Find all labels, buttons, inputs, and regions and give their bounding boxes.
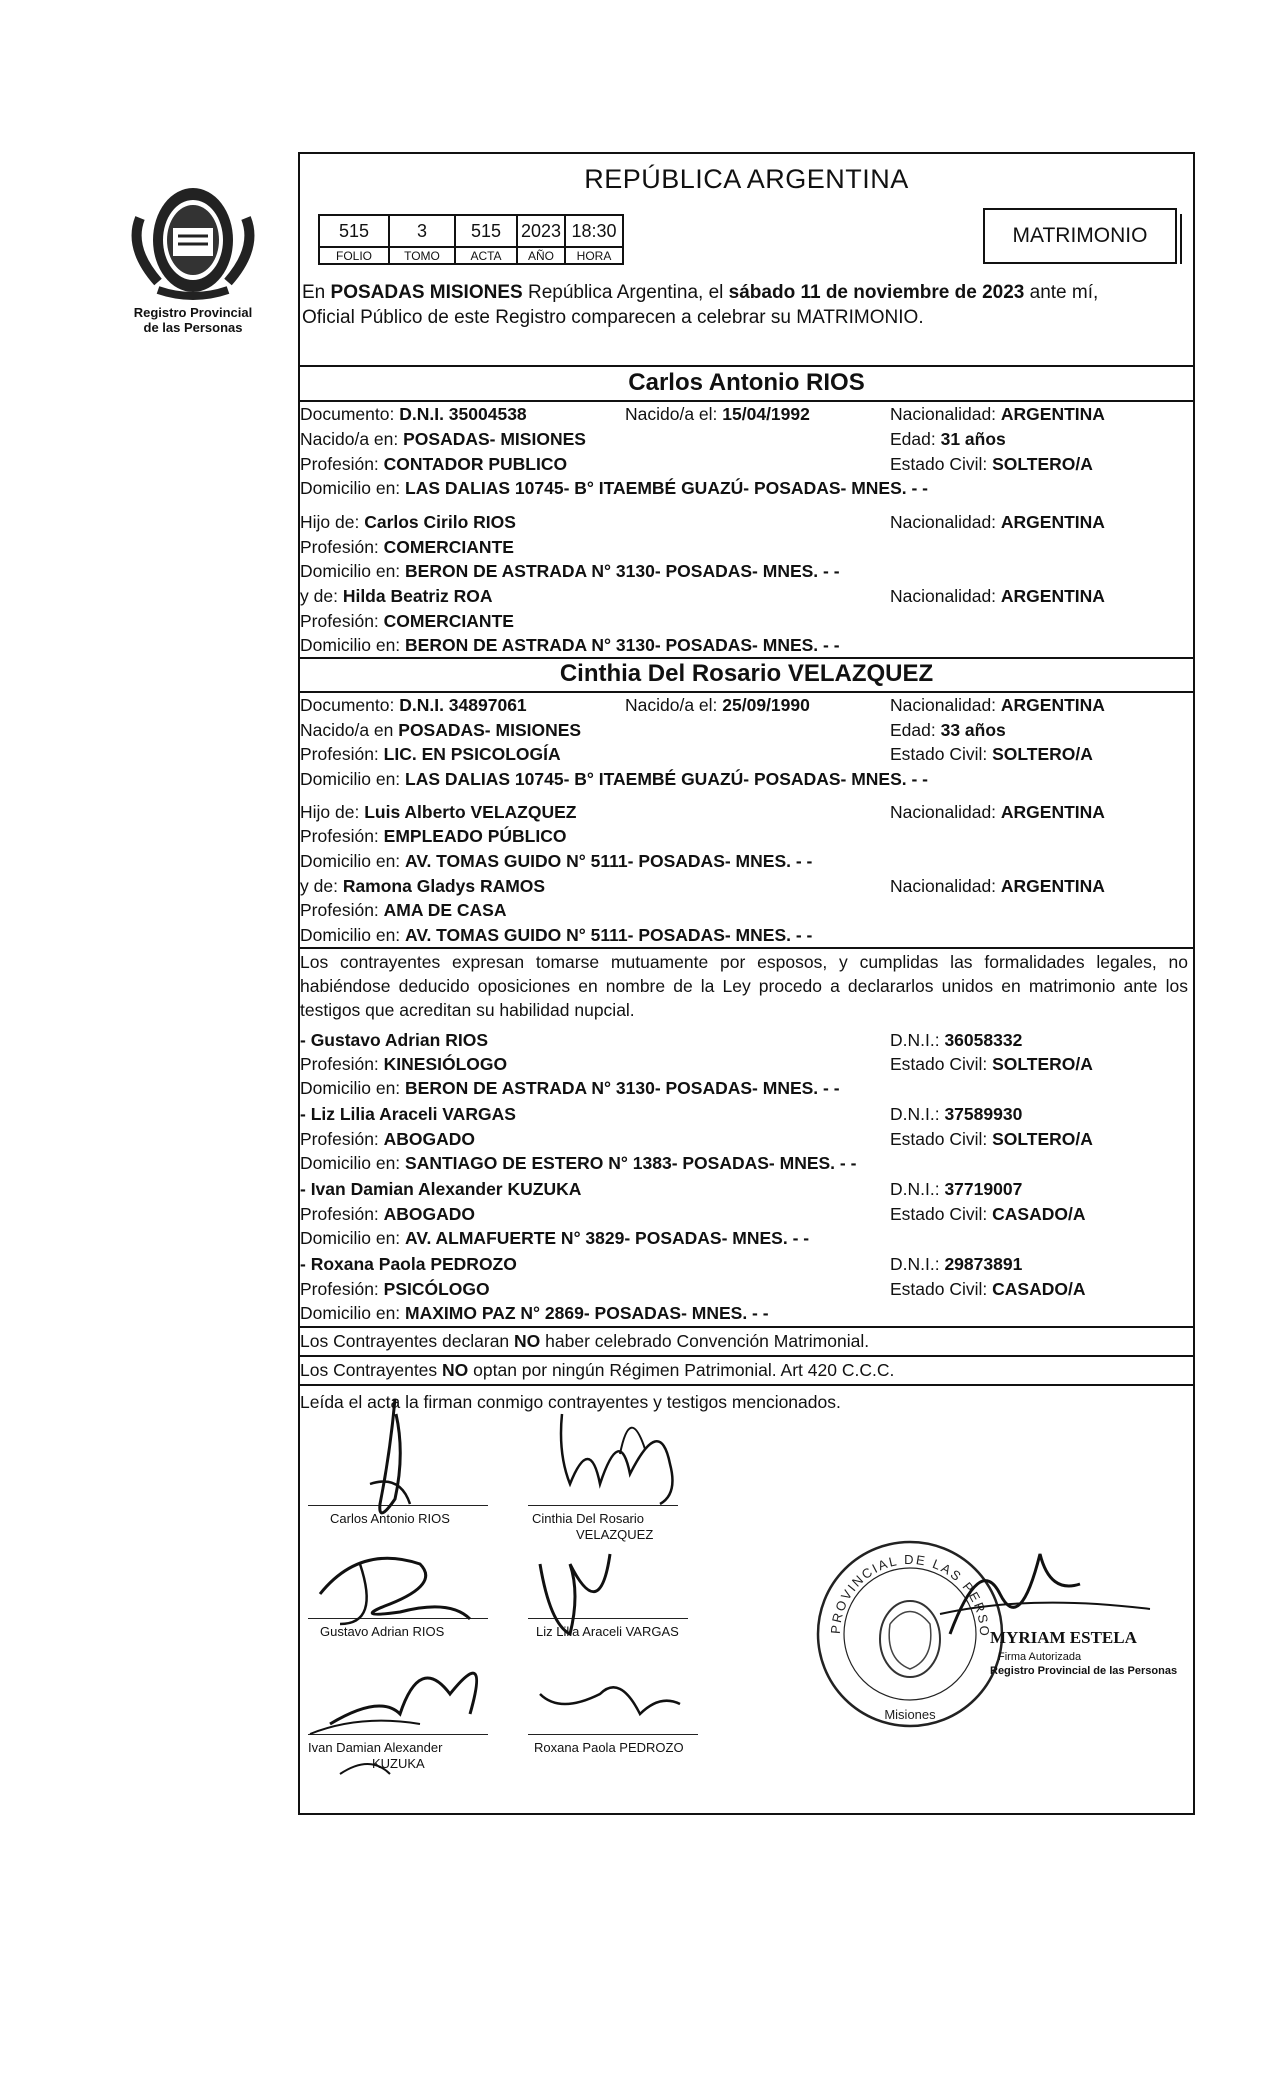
groom-mother-profession: Profesión: COMERCIANTE bbox=[300, 611, 514, 631]
signature-label-witness-3-2: KUZUKA bbox=[372, 1756, 425, 1771]
groom-father-row: Hijo de: Carlos Cirilo RIOS Nacionalidad: ARGENTINA bbox=[300, 512, 1105, 532]
official-line-1: Firma Autorizada bbox=[998, 1651, 1082, 1663]
document-title: REPÚBLICA ARGENTINA bbox=[584, 164, 909, 194]
anio-label: AÑO bbox=[517, 247, 565, 264]
official-line-2: Registro Provincial de las Personas bbox=[990, 1665, 1178, 1677]
divider bbox=[300, 1384, 1193, 1386]
logo-caption-line2: de las Personas bbox=[143, 320, 243, 335]
closing-statement: Leída el acta la firman conmigo contrayentes y testigos mencionados. bbox=[300, 1392, 841, 1412]
acta-label: ACTA bbox=[455, 247, 517, 264]
intro-place: POSADAS MISIONES bbox=[330, 282, 523, 303]
bride-mother-row: y de: Ramona Gladys RAMOS Nacionalidad: ARGENTINA bbox=[300, 876, 1105, 896]
bride-row-address: Domicilio en: LAS DALIAS 10745- B° ITAEMBÉ GUAZÚ- POSADAS- MNES. - - bbox=[300, 769, 929, 789]
marriage-certificate bbox=[298, 152, 1195, 1815]
provincial-crest-logo bbox=[128, 178, 258, 302]
regime-statement: Los Contrayentes NO optan por ningún Régimen Patrimonial. Art 420 C.C.C. bbox=[300, 1360, 895, 1380]
official-name: MYRIAM ESTELA bbox=[990, 1628, 1137, 1647]
bride-mother-address: Domicilio en: AV. TOMAS GUIDO N° 5111- POSADAS- MNES. - - bbox=[300, 925, 813, 945]
intro-line2: Oficial Público de este Registro comparecen a celebrar su MATRIMONIO. bbox=[302, 307, 924, 328]
hora-value: 18:30 bbox=[565, 215, 623, 247]
tomo-label: TOMO bbox=[389, 247, 455, 264]
groom-name: Carlos Antonio RIOS bbox=[628, 369, 865, 396]
folio-label: FOLIO bbox=[319, 247, 389, 264]
bride-father-address: Domicilio en: AV. TOMAS GUIDO N° 5111- POSADAS- MNES. - - bbox=[300, 851, 813, 871]
bride-name: Cinthia Del Rosario VELAZQUEZ bbox=[559, 660, 934, 687]
bride-row-birthplace: Nacido/a en POSADAS- MISIONES Edad: 33 años bbox=[300, 720, 1006, 740]
witness-4-address-row: Domicilio en: MAXIMO PAZ N° 2869- POSADAS- MNES. - - bbox=[300, 1303, 769, 1323]
groom-mother-address: Domicilio en: BERON DE ASTRADA N° 3130- POSADAS- MNES. - - bbox=[300, 635, 840, 655]
witness-2-address-row: Domicilio en: SANTIAGO DE ESTERO N° 1383- POSADAS- MNES. - - bbox=[300, 1153, 857, 1173]
witness-4-profession-row: Profesión: PSICÓLOGO Estado Civil: CASADO/A bbox=[300, 1279, 1086, 1299]
witness-4-name-row: - Roxana Paola PEDROZO D.N.I.: 29873891 bbox=[300, 1254, 1023, 1274]
divider bbox=[300, 947, 1193, 949]
groom-father-address: Domicilio en: BERON DE ASTRADA N° 3130- POSADAS- MNES. - - bbox=[300, 561, 840, 581]
divider bbox=[300, 1355, 1193, 1357]
signature-label-bride-1: Cinthia Del Rosario bbox=[532, 1511, 644, 1526]
signature-label-witness-4: Roxana Paola PEDROZO bbox=[534, 1740, 684, 1755]
witness-1-address-row: Domicilio en: BERON DE ASTRADA N° 3130- POSADAS- MNES. - - bbox=[300, 1078, 840, 1098]
seal-bottom-text: Misiones bbox=[884, 1707, 936, 1722]
anio-value: 2023 bbox=[517, 215, 565, 247]
logo-caption-line1: Registro Provincial bbox=[133, 305, 253, 320]
groom-row-address: Domicilio en: LAS DALIAS 10745- B° ITAEMBÉ GUAZÚ- POSADAS- MNES. - - bbox=[300, 478, 929, 498]
witness-3-profession-row: Profesión: ABOGADO Estado Civil: CASADO/A bbox=[300, 1204, 1086, 1224]
groom-father-profession: Profesión: COMERCIANTE bbox=[300, 537, 514, 557]
seal-top-text: PROVINCIAL DE LAS PERSONAS bbox=[804, 1517, 993, 1638]
signature-label-witness-3-1: Ivan Damian Alexander bbox=[308, 1740, 443, 1755]
intro-line1: En POSADAS MISIONES República Argentina, el sábado 11 de noviembre de 2023 ante mí, bbox=[302, 282, 1099, 303]
bride-father-row: Hijo de: Luis Alberto VELAZQUEZ Nacionalidad: ARGENTINA bbox=[300, 802, 1105, 822]
bride-row-doc: Documento: D.N.I. 34897061 Nacido/a el: 25/09/1990 Nacionalidad: ARGENTINA bbox=[300, 695, 1105, 715]
groom-row-profession: Profesión: CONTADOR PUBLICO Estado Civil: SOLTERO/A bbox=[300, 454, 1093, 474]
signature-label-witness-2: Liz Lilia Araceli VARGAS bbox=[536, 1624, 679, 1639]
divider bbox=[300, 1326, 1193, 1328]
witness-2-profession-row: Profesión: ABOGADO Estado Civil: SOLTERO/A bbox=[300, 1129, 1093, 1149]
groom-row-doc: Documento: D.N.I. 35004538 Nacido/a el: 15/04/1992 Nacionalidad: ARGENTINA bbox=[300, 404, 1105, 424]
divider bbox=[300, 365, 1193, 367]
witness-1-profession-row: Profesión: KINESIÓLOGO Estado Civil: SOLTERO/A bbox=[300, 1054, 1093, 1074]
hora-label: HORA bbox=[565, 247, 623, 264]
signature-label-witness-1: Gustavo Adrian RIOS bbox=[320, 1624, 445, 1639]
groom-row-birthplace: Nacido/a en: POSADAS- MISIONES Edad: 31 años bbox=[300, 429, 1006, 449]
witness-3-address-row: Domicilio en: AV. ALMAFUERTE N° 3829- POSADAS- MNES. - - bbox=[300, 1228, 810, 1248]
tomo-value: 3 bbox=[389, 215, 455, 247]
declaration-text: Los contrayentes expresan tomarse mutuamente por esposos, y cumplidas las formalidades legales, no habiéndose deducido oposiciones en nombre de la Ley procedo a declararlos unidos en matrimonio ante los testigos que acreditan su habilidad nupcial. bbox=[300, 952, 1188, 1020]
acta-value: 515 bbox=[455, 215, 517, 247]
folio-value: 515 bbox=[319, 215, 389, 247]
witness-2-name-row: - Liz Lilia Araceli VARGAS D.N.I.: 37589930 bbox=[300, 1104, 1023, 1124]
convention-statement: Los Contrayentes declaran NO haber celebrado Convención Matrimonial. bbox=[300, 1331, 870, 1351]
intro-date: sábado 11 de noviembre de 2023 bbox=[728, 282, 1025, 303]
bride-row-profession: Profesión: LIC. EN PSICOLOGÍA Estado Civil: SOLTERO/A bbox=[300, 744, 1093, 764]
registry-table bbox=[318, 214, 624, 265]
signature-label-groom: Carlos Antonio RIOS bbox=[330, 1511, 450, 1526]
witness-3-name-row: - Ivan Damian Alexander KUZUKA D.N.I.: 37719007 bbox=[300, 1179, 1023, 1199]
bride-father-profession: Profesión: EMPLEADO PÚBLICO bbox=[300, 826, 567, 846]
witness-1-name-row: - Gustavo Adrian RIOS D.N.I.: 36058332 bbox=[300, 1030, 1023, 1050]
act-type-box: MATRIMONIO bbox=[983, 208, 1177, 264]
bride-mother-profession: Profesión: AMA DE CASA bbox=[300, 900, 507, 920]
signature-label-bride-2: VELAZQUEZ bbox=[576, 1527, 654, 1542]
groom-mother-row: y de: Hilda Beatriz ROA Nacionalidad: ARGENTINA bbox=[300, 586, 1105, 606]
